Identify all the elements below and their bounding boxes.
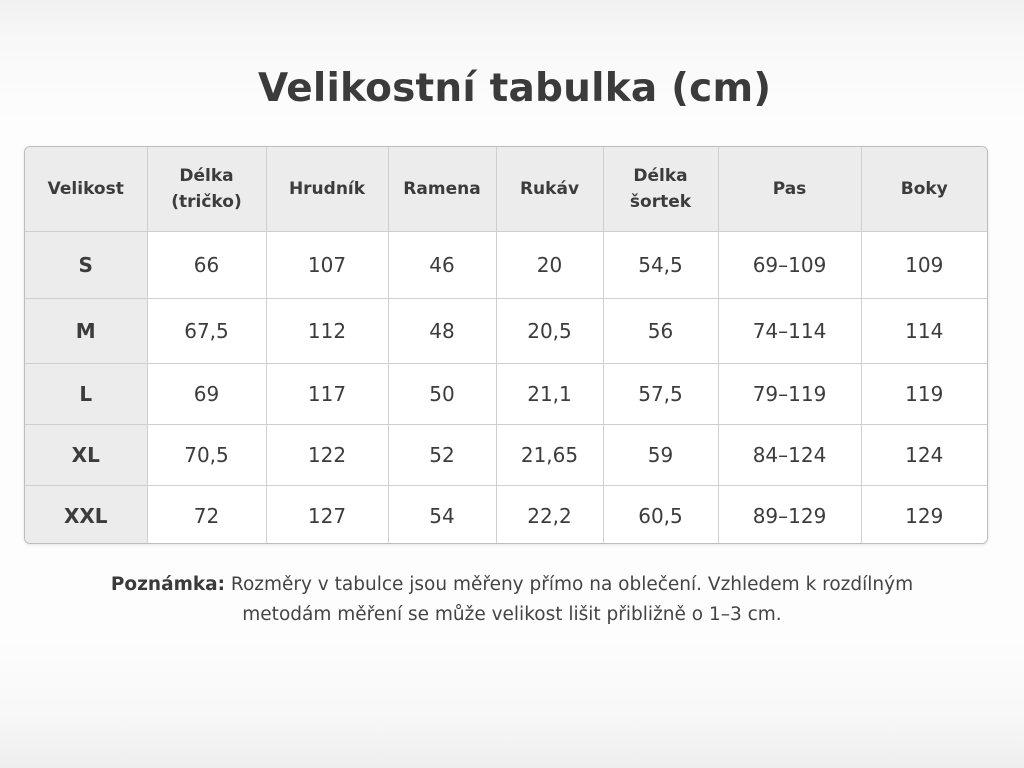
table-cell: 69–109 — [718, 232, 861, 299]
table-cell: 56 — [603, 299, 718, 364]
table-cell: 52 — [388, 425, 496, 486]
table-header-row — [25, 147, 987, 232]
table-cell: 117 — [266, 364, 388, 425]
table-cell: 109 — [861, 232, 987, 299]
table-cell: 79–119 — [718, 364, 861, 425]
footnote-label: Poznámka: — [110, 574, 226, 595]
table-cell: 46 — [388, 232, 496, 299]
table-cell: 107 — [266, 232, 388, 299]
footnote-text-line2: metodám měření se může velikost lišit přibližně o 1–3 cm. — [242, 604, 782, 625]
table-cell: 20,5 — [496, 299, 603, 364]
size-table — [24, 146, 988, 544]
table-row — [25, 425, 987, 486]
column-header-shirt-length: Délka (tričko) — [147, 147, 266, 232]
column-header-hips: Boky — [861, 147, 987, 232]
size-label-cell: XXL — [25, 486, 147, 545]
table-cell: 21,65 — [496, 425, 603, 486]
table-cell: 54,5 — [603, 232, 718, 299]
table-row — [25, 486, 987, 545]
table-cell: 89–129 — [718, 486, 861, 545]
table-cell: 50 — [388, 364, 496, 425]
column-header-chest: Hrudník — [266, 147, 388, 232]
table-cell: 54 — [388, 486, 496, 545]
table-cell: 119 — [861, 364, 987, 425]
table-cell: 20 — [496, 232, 603, 299]
column-header-waist: Pas — [718, 147, 861, 232]
table-cell: 112 — [266, 299, 388, 364]
size-label-cell: M — [25, 299, 147, 364]
table-cell: 114 — [861, 299, 987, 364]
footnote-text-line1: Rozměry v tabulce jsou měřeny přímo na oblečení. Vzhledem k rozdílným — [230, 574, 914, 595]
column-header-shoulders: Ramena — [388, 147, 496, 232]
column-header-sleeve: Rukáv — [496, 147, 603, 232]
table-cell: 122 — [266, 425, 388, 486]
table-cell: 59 — [603, 425, 718, 486]
table-cell: 124 — [861, 425, 987, 486]
size-label-cell: S — [25, 232, 147, 299]
page-title: Velikostní tabulka (cm) — [258, 66, 772, 111]
table-cell: 69 — [147, 364, 266, 425]
table-cell: 67,5 — [147, 299, 266, 364]
table-row — [25, 232, 987, 299]
table-cell: 48 — [388, 299, 496, 364]
table-row — [25, 364, 987, 425]
table-cell: 84–124 — [718, 425, 861, 486]
size-table-grid — [25, 147, 987, 544]
table-cell: 70,5 — [147, 425, 266, 486]
size-label-cell: XL — [25, 425, 147, 486]
table-cell: 66 — [147, 232, 266, 299]
table-row — [25, 299, 987, 364]
table-cell: 22,2 — [496, 486, 603, 545]
size-label-cell: L — [25, 364, 147, 425]
column-header-size: Velikost — [25, 147, 147, 232]
footnote — [40, 570, 984, 630]
table-cell: 129 — [861, 486, 987, 545]
table-cell: 21,1 — [496, 364, 603, 425]
table-cell: 57,5 — [603, 364, 718, 425]
table-cell: 72 — [147, 486, 266, 545]
table-cell: 60,5 — [603, 486, 718, 545]
table-cell: 127 — [266, 486, 388, 545]
table-cell: 74–114 — [718, 299, 861, 364]
column-header-shorts-length: Délka šortek — [603, 147, 718, 232]
